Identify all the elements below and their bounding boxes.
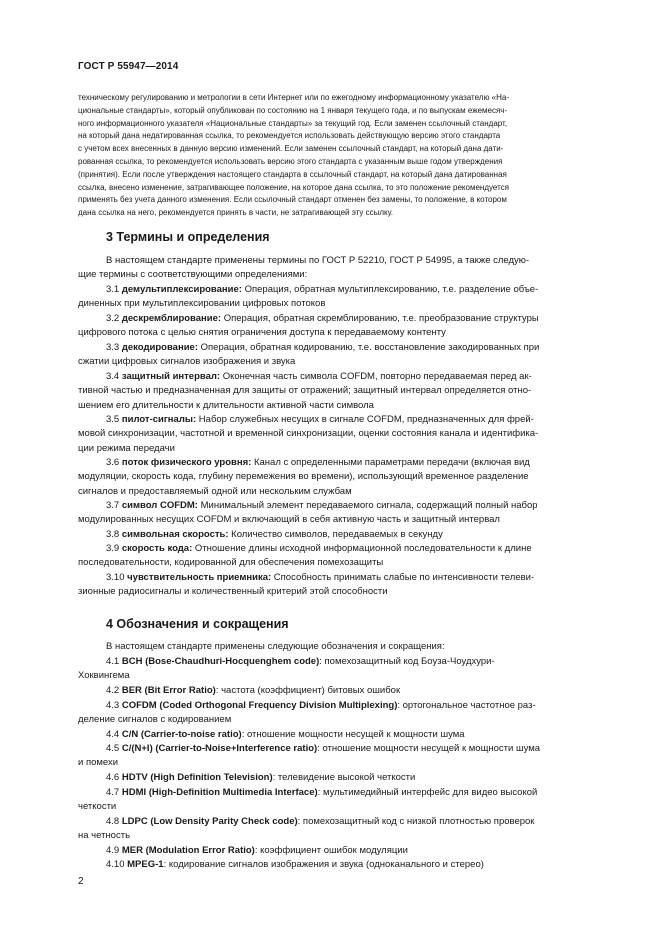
abbr-4-4 bbox=[78, 728, 614, 742]
abbr-definition: : частота (коэффициент) битовых ошибок bbox=[215, 685, 401, 696]
term-3-2 bbox=[78, 312, 614, 341]
abbr-definition: : помехозащитный код с низкой плотностью проверок на четность bbox=[78, 816, 535, 842]
term-definition: Операция, обратная мультиплексированию, т.е. разделение объе- диненных при мультиплексировании цифровых потоков bbox=[78, 284, 539, 310]
abbr-number: 4.10 bbox=[106, 859, 125, 870]
term-number: 3.2 bbox=[106, 313, 120, 324]
term-3-4 bbox=[78, 370, 614, 413]
section-4-title: 4 Обозначения и сокращения bbox=[106, 617, 289, 631]
term-definition: Отношение длины исходной информационной последовательности к длине последовательности, кодированной для обеспечения помехозащиты bbox=[78, 543, 532, 569]
term-3-3 bbox=[78, 341, 614, 370]
document-header: ГОСТ Р 55947—2014 bbox=[78, 61, 179, 72]
abbr-definition: : телевидение высокой четкости bbox=[272, 772, 416, 783]
abbr-number: 4.9 bbox=[106, 845, 120, 856]
term-3-9 bbox=[78, 542, 614, 571]
term-number: 3.1 bbox=[106, 284, 120, 295]
abbr-definition: : мультимедийный интерфейс для видео высокой четкости bbox=[78, 787, 538, 813]
abbr-definition: : ортогональное частотное раз- деление сигналов с кодированием bbox=[78, 700, 536, 726]
abbr-definition: : отношение мощности несущей к мощности шума и помехи bbox=[78, 743, 541, 769]
term-name: защитный интервал: bbox=[121, 371, 221, 382]
section-3-title: 3 Термины и определения bbox=[106, 230, 270, 244]
abbr-name: LDPC (Low Density Parity Check code) bbox=[121, 816, 298, 827]
abbr-number: 4.4 bbox=[106, 729, 120, 740]
abbr-number: 4.3 bbox=[106, 700, 120, 711]
intro-paragraph: техническому регулированию и метрологии в сети Интернет или по ежегодному информационному указателю «На- циональные стандарты», который опубликован по состоянию на 1 января текущего года, и по выпускам ежемесяч- ного информационного указателя «Национальные стандарты» за текущий год. Если заменен ссылочный стандарт, на который дана недатированная ссылка, то рекомендуется использовать действующую версию этого стандарта с учетом всех внесенных в данную версию изменений. Если заменен ссылочный стандарт, на который дана дати- рованная ссылка, то рекомендуется использовать версию этого стандарта с указанным выше годом утверждения (принятия). Если после утверждения настоящего стандарта в ссылочный стандарт, на который дана датированная ссылка, внесено изменение, затрагивающее положение, на которое дана ссылка, то это положение рекомендуется применять без учета данного изменения. Если ссылочный стандарт отменен без замены, то положение, в котором дана ссылка на него, рекомендуется принять в части, не затрагивающей эту ссылку. bbox=[78, 93, 510, 218]
term-definition: Количество символов, передаваемых в секунду bbox=[228, 529, 443, 540]
term-name: декодирование: bbox=[121, 342, 198, 353]
abbr-4-1 bbox=[78, 655, 614, 684]
term-number: 3.7 bbox=[106, 500, 120, 511]
term-number: 3.10 bbox=[106, 572, 125, 583]
abbr-number: 4.2 bbox=[106, 685, 120, 696]
term-name: дескремблирование: bbox=[121, 313, 222, 324]
term-definition: Оконечная часть символа COFDM, повторно передаваемая перед ак- тивной частью и предназначенная для защиты от отражений; защитный интервал определяется отно- шением его длительности к длительности активной части символа bbox=[78, 371, 532, 411]
abbr-4-2 bbox=[78, 684, 614, 698]
abbr-definition: : кодирование сигналов изображения и звука (одноканального и стерео) bbox=[163, 859, 484, 870]
term-name: символьная скорость: bbox=[121, 529, 229, 540]
section-4-lead: В настоящем стандарте применены следующие обозначения и сокращения: bbox=[106, 641, 445, 652]
abbr-4-9 bbox=[78, 844, 614, 858]
abbr-4-3 bbox=[78, 699, 614, 728]
abbr-number: 4.5 bbox=[106, 743, 120, 754]
abbr-name: HDMI (High-Definition Multimedia Interface) bbox=[121, 787, 318, 798]
term-name: поток физического уровня: bbox=[121, 457, 252, 468]
abbr-number: 4.6 bbox=[106, 772, 120, 783]
term-number: 3.8 bbox=[106, 529, 120, 540]
abbr-definition: : помехозащитный код Боуза-Чоудхури- Хоквингема bbox=[78, 656, 495, 682]
term-definition: Набор служебных несущих в сигнале COFDM, предназначенных для фрей- мовой синхронизации, частотной и временной синхронизации, оценки состояния канала и идентифика- ции режима передачи bbox=[78, 414, 539, 454]
term-number: 3.4 bbox=[106, 371, 120, 382]
term-definition: Способность принимать слабые по интенсивности телеви- зионные радиосигналы и количественный критерий этой способности bbox=[78, 572, 535, 598]
abbr-name: MER (Modulation Error Ratio) bbox=[121, 845, 255, 856]
term-3-5 bbox=[78, 413, 614, 456]
term-number: 3.9 bbox=[106, 543, 120, 554]
page-number: 2 bbox=[78, 876, 84, 887]
term-name: скорость кода: bbox=[121, 543, 193, 554]
term-definition: Минимальный элемент передаваемого сигнала, содержащий полный набор модулированных несущих COFDM и включающий в себя активную часть и защитный интервал bbox=[78, 500, 538, 526]
abbr-name: BER (Bit Error Ratio) bbox=[121, 685, 216, 696]
term-name: демультиплексирование: bbox=[121, 284, 242, 295]
term-3-6 bbox=[78, 456, 614, 499]
abbr-name: BCH (Bose-Chaudhuri-Hocquenghem code) bbox=[121, 656, 320, 667]
term-name: чувствительность приемника: bbox=[127, 572, 272, 583]
abbr-number: 4.7 bbox=[106, 787, 120, 798]
abbr-name: COFDM (Coded Orthogonal Frequency Division Multiplexing) bbox=[121, 700, 398, 711]
term-definition: Операция, обратная скремблированию, т.е. преобразование структуры цифрового потока с целью снятия ограничения доступа к передаваемому контенту bbox=[78, 313, 539, 339]
term-definition: Канал с определенными параметрами передачи (включая вид модуляции, скорость кода, глубину перемежения во времени), использующий временное разделение сигналов и предоставляемый одной или нескольким службам bbox=[78, 457, 530, 497]
term-3-1 bbox=[78, 283, 614, 312]
abbr-4-10 bbox=[78, 858, 614, 872]
term-3-8 bbox=[78, 528, 614, 542]
term-number: 3.5 bbox=[106, 414, 120, 425]
abbr-name: HDTV (High Definition Television) bbox=[121, 772, 273, 783]
abbr-definition: : коэффициент ошибок модуляции bbox=[254, 845, 408, 856]
abbr-name: C/(N+I) (Carrier-to-Noise+Interference ratio) bbox=[121, 743, 318, 754]
term-definition: Операция, обратная кодированию, т.е. восстановление закодированных при сжатии цифровых сигналов изображения и звука bbox=[78, 342, 540, 368]
abbr-number: 4.1 bbox=[106, 656, 120, 667]
term-number: 3.3 bbox=[106, 342, 120, 353]
abbr-name: C/N (Carrier-to-noise ratio) bbox=[121, 729, 242, 740]
abbr-4-5 bbox=[78, 742, 614, 771]
abbr-4-6 bbox=[78, 771, 614, 785]
abbr-4-7 bbox=[78, 786, 614, 815]
abbr-4-8 bbox=[78, 815, 614, 844]
term-3-7 bbox=[78, 499, 614, 528]
section-3-lead: В настоящем стандарте применены термины по ГОСТ Р 52210, ГОСТ Р 54995, а также следую- щие термины с соответствующими определениями: bbox=[78, 255, 530, 281]
abbr-name: MPEG-1 bbox=[127, 859, 164, 870]
term-3-10 bbox=[78, 571, 614, 600]
term-name: символ COFDM: bbox=[121, 500, 198, 511]
abbr-number: 4.8 bbox=[106, 816, 120, 827]
abbr-definition: : отношение мощности несущей к мощности шума bbox=[241, 729, 465, 740]
term-number: 3.6 bbox=[106, 457, 120, 468]
term-name: пилот-сигналы: bbox=[121, 414, 197, 425]
